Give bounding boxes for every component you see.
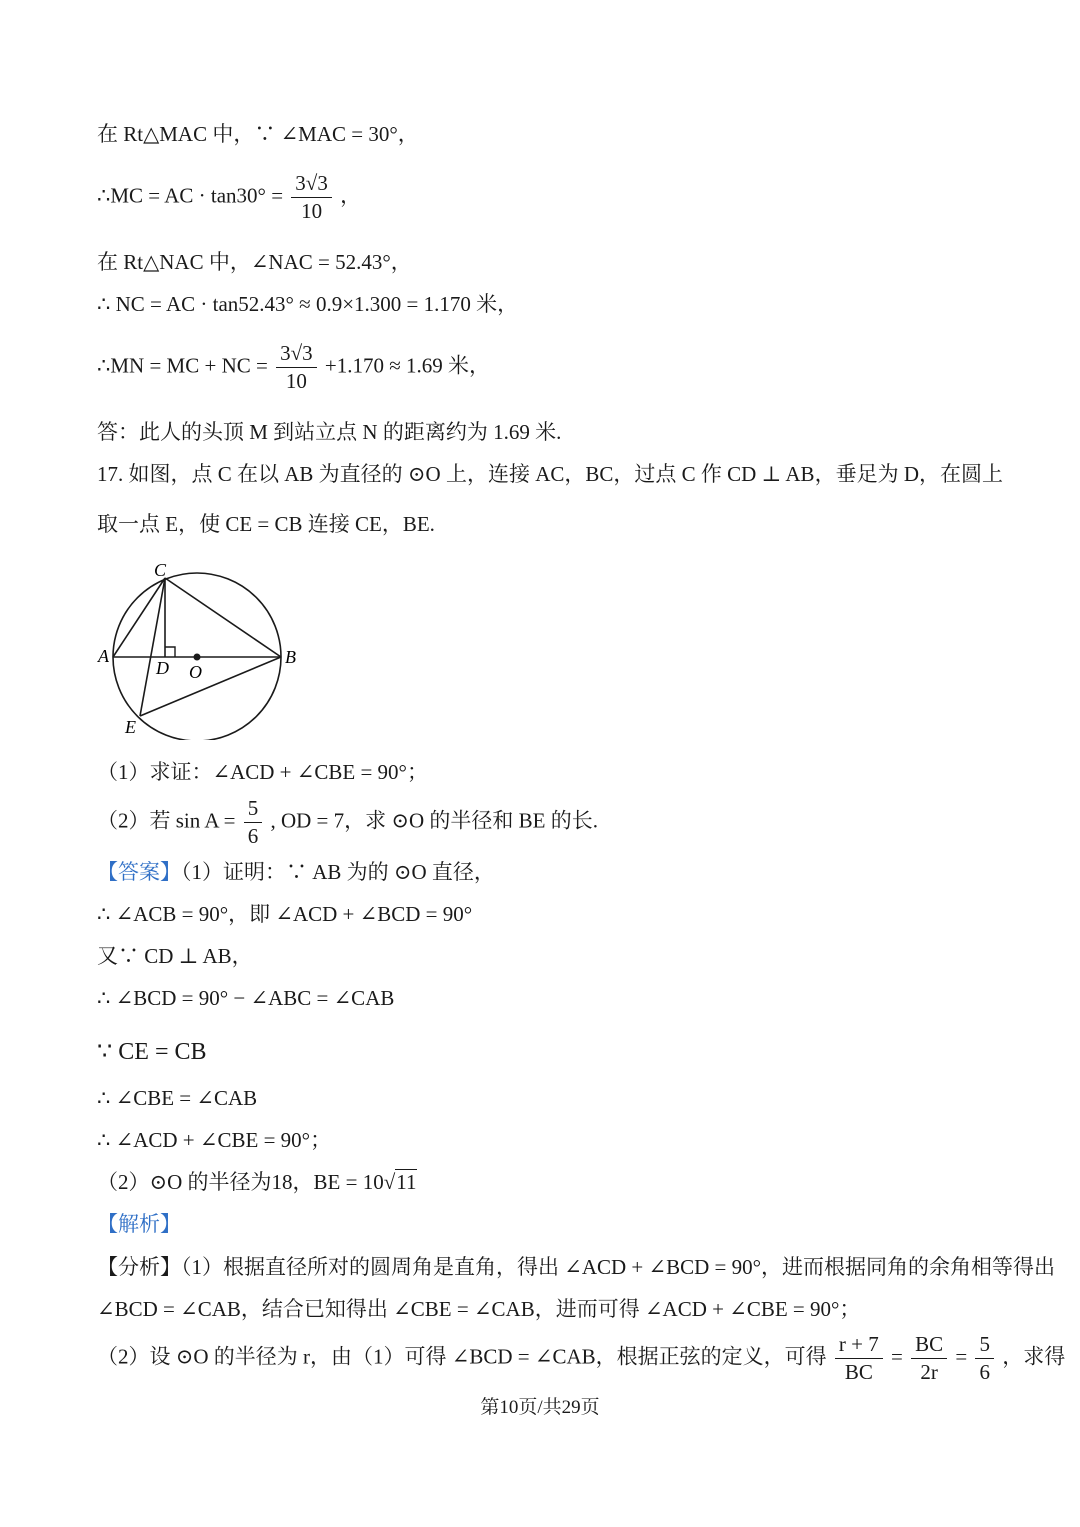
problem-17-line-2: 取一点 E，使 CE = CB 连接 CE，BE. — [97, 512, 435, 536]
fraction — [911, 1333, 947, 1384]
label-e: E — [125, 717, 136, 737]
fraction-numerator: 3√3 — [276, 342, 317, 368]
label-a: A — [98, 646, 109, 666]
fraction-denominator: 10 — [301, 199, 323, 224]
page-footer: 第10页/共29页 — [480, 1397, 600, 1418]
answer-sentence: 答：此人的头顶 M 到站立点 N 的距离约为 1.69 米. — [97, 420, 562, 444]
segment-ce — [140, 578, 165, 716]
line-5 — [97, 342, 490, 393]
line-4: ∴ NC = AC · tan52.43° ≈ 0.9×1.300 = 1.170 米， — [97, 292, 519, 316]
fraction — [975, 1333, 994, 1384]
label-b: B — [285, 647, 296, 667]
proof-step-3: ∴ ∠BCD = 90° − ∠ABC = ∠CAB — [97, 986, 395, 1010]
fraction — [244, 797, 263, 848]
answer-part-2: （2）⊙O 的半径为18，BE = 10√11 — [97, 1170, 417, 1194]
circle-geometry-figure — [92, 558, 322, 740]
problem-17-line-1: 17. 如图，点 C 在以 AB 为直径的 ⊙O 上，连接 AC，BC，过点 C 作 CD ⊥ AB，垂足为 D，在圆上 — [97, 462, 1003, 486]
question-1: （1）求证：∠ACD + ∠CBE = 90°； — [97, 760, 428, 784]
analysis-line-3 — [97, 1333, 1065, 1384]
question-2-rhs: , OD = 7，求 ⊙O 的半径和 BE 的长. — [270, 808, 598, 833]
line-1: 在 Rt△MAC 中，∵ ∠MAC = 30°， — [97, 122, 419, 146]
radicand: 11 — [396, 1170, 417, 1194]
analysis-text-3-end: ，求得 — [1002, 1344, 1066, 1369]
label-o: O — [189, 662, 202, 682]
answer-part-2-text: （2）⊙O 的半径为18，BE = 10 — [97, 1170, 384, 1194]
answer-proof-start: （1）证明：∵ AB 为的 ⊙O 直径， — [181, 860, 495, 884]
label-c: C — [154, 560, 167, 580]
analysis-line-1 — [97, 1255, 1055, 1280]
equals-sign: = — [955, 1344, 968, 1369]
fraction-numerator: 3√3 — [291, 172, 332, 198]
analysis-header: 【解析】 — [97, 1212, 181, 1236]
segment-bc — [165, 578, 281, 657]
proof-step-1: ∴ ∠ACB = 90°，即 ∠ACD + ∠BCD = 90° — [97, 902, 473, 926]
fraction-denominator: 6 — [979, 1360, 990, 1385]
fraction-numerator: 5 — [244, 797, 263, 823]
question-2-lhs: （2）若 sin A = — [97, 808, 236, 833]
proof-step-5: ∴ ∠CBE = ∠CAB — [97, 1086, 258, 1110]
analysis-text-3: （2）设 ⊙O 的半径为 r，由（1）可得 ∠BCD = ∠CAB，根据正弦的定义，可得 — [97, 1344, 827, 1369]
fraction-denominator: 6 — [247, 824, 259, 849]
line-3: 在 Rt△NAC 中，∠NAC = 52.43°， — [97, 250, 412, 274]
fraction-denominator: 10 — [285, 369, 307, 394]
answer-tag: 【答案】 — [97, 860, 181, 884]
fraction-numerator: r + 7 — [835, 1333, 883, 1359]
question-2 — [97, 797, 598, 848]
proof-step-4: ∵ CE = CB — [97, 1039, 207, 1065]
fraction-denominator: 2r — [920, 1360, 938, 1385]
answer-line — [97, 860, 495, 885]
center-point-o — [194, 654, 201, 661]
analysis-text-1: （1）根据直径所对的圆周角是直角，得出 ∠ACD + ∠BCD = 90°，进而根据同角的余角相等得出 — [181, 1255, 1056, 1279]
line-2-end: ， — [340, 183, 362, 208]
fraction-numerator: BC — [911, 1333, 947, 1359]
label-d: D — [156, 658, 169, 678]
fraction-denominator: BC — [844, 1360, 873, 1385]
fraction — [276, 342, 317, 393]
fraction — [291, 172, 332, 223]
fraction — [835, 1333, 883, 1384]
fraction-numerator: 5 — [975, 1333, 994, 1359]
equals-sign: = — [891, 1344, 903, 1369]
analysis-tag: 【分析】 — [97, 1255, 181, 1279]
proof-step-6: ∴ ∠ACD + ∠CBE = 90°； — [97, 1128, 332, 1152]
line-5-rhs: +1.170 ≈ 1.69 米， — [324, 353, 490, 378]
line-5-lhs: ∴MN = MC + NC = — [97, 353, 268, 378]
line-2-lhs: ∴MC = AC · tan30° = — [97, 183, 284, 208]
analysis-line-2: ∠BCD = ∠CAB，结合已知得出 ∠CBE = ∠CAB，进而可得 ∠ACD + ∠CBE = 90°； — [97, 1297, 861, 1321]
line-2 — [97, 172, 361, 223]
right-angle-mark — [165, 647, 175, 657]
proof-step-2: 又∵ CD ⊥ AB， — [97, 944, 253, 968]
